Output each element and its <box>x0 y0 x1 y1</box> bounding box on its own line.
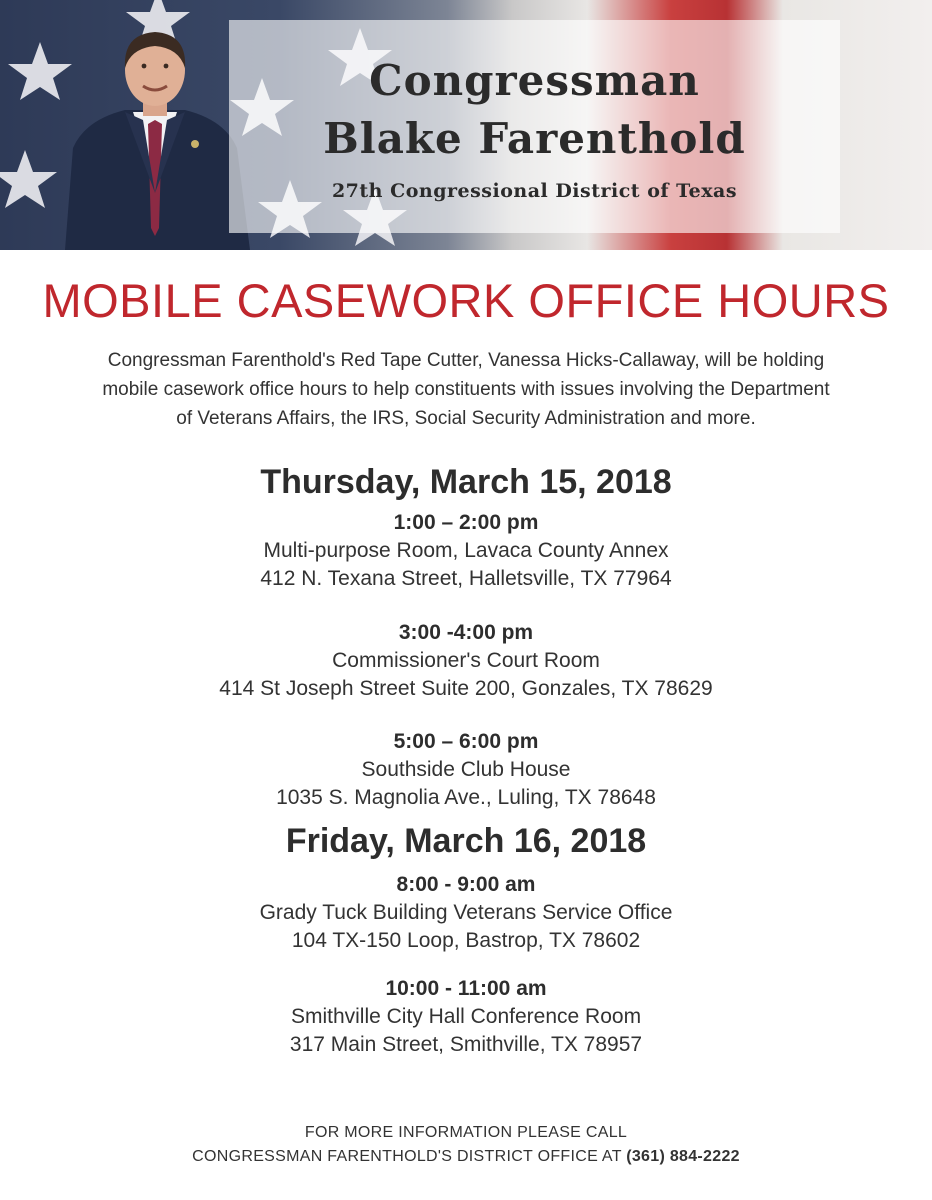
title-line-1: Congressman <box>369 56 700 105</box>
slot-address: 414 St Joseph Street Suite 200, Gonzales, TX 78629 <box>219 677 713 700</box>
slot-address: 412 N. Texana Street, Halletsville, TX 77964 <box>260 567 672 590</box>
slot-time: 1:00 – 2:00 pm <box>393 511 539 534</box>
schedule-slot <box>0 975 932 1059</box>
schedule-slot <box>0 509 932 593</box>
star-icon <box>0 150 57 208</box>
slot-place: Grady Tuck Building Veterans Service Office <box>259 901 673 924</box>
phone-number[interactable]: (361) 884-2222 <box>626 1148 740 1165</box>
slot-address: 1035 S. Magnolia Ave., Luling, TX 78648 <box>276 786 656 809</box>
slot-address: 317 Main Street, Smithville, TX 78957 <box>289 1033 643 1056</box>
page-headline: MOBILE CASEWORK OFFICE HOURS <box>42 274 890 327</box>
day-heading-friday: Friday, March 16, 2018 <box>285 822 647 860</box>
intro-line: Congressman Farenthold's Red Tape Cutter, Vanessa Hicks-Callaway, will be holding <box>107 350 825 371</box>
district-subtitle: 27th Congressional District of Texas <box>331 180 738 202</box>
slot-time: 8:00 - 9:00 am <box>396 873 536 896</box>
slot-time: 5:00 – 6:00 pm <box>393 730 539 753</box>
contact-footer <box>0 1121 932 1169</box>
day-heading-thursday: Thursday, March 15, 2018 <box>260 463 672 501</box>
title-panel <box>229 20 840 233</box>
footer-office-text: CONGRESSMAN FARENTHOLD'S DISTRICT OFFICE AT <box>192 1148 622 1165</box>
footer-line-1: FOR MORE INFORMATION PLEASE CALL <box>304 1124 628 1141</box>
schedule-slot <box>0 619 932 703</box>
slot-time: 10:00 - 11:00 am <box>385 977 547 1000</box>
intro-line: of Veterans Affairs, the IRS, Social Security Administration and more. <box>176 408 756 429</box>
slot-time: 3:00 -4:00 pm <box>398 621 534 644</box>
slot-place: Multi-purpose Room, Lavaca County Annex <box>263 539 669 562</box>
intro-paragraph <box>40 346 892 433</box>
schedule-slot <box>0 728 932 812</box>
title-line-2: Blake Farenthold <box>323 114 746 163</box>
slot-place: Commissioner's Court Room <box>332 649 600 672</box>
slot-place: Southside Club House <box>361 758 571 781</box>
intro-line: mobile casework office hours to help constituents with issues involving the Department <box>102 379 830 400</box>
schedule-slot <box>0 871 932 955</box>
flag-banner <box>0 0 932 250</box>
footer-line-2 <box>0 1145 932 1169</box>
slot-place: Smithville City Hall Conference Room <box>290 1005 642 1028</box>
congressman-portrait <box>55 28 255 250</box>
slot-address: 104 TX-150 Loop, Bastrop, TX 78602 <box>291 929 641 952</box>
